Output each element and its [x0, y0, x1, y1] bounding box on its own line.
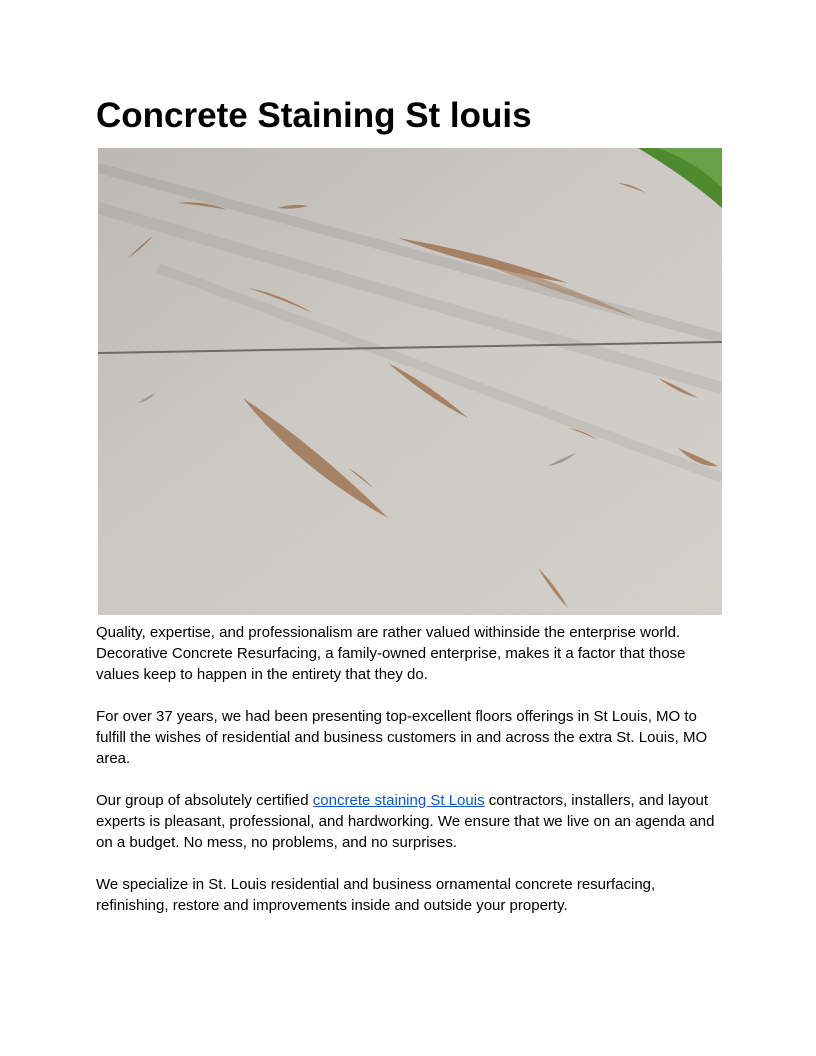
paragraph-intro: Quality, expertise, and professionalism are rather valued withinside the enterprise world. Decorative Concrete Resurfacing, a family-owned enterprise, makes it a factor that those values keep to happen in the entirety that they do.: [96, 624, 686, 683]
page-title: Concrete Staining St louis: [96, 96, 532, 135]
concrete-staining-link[interactable]: concrete staining St Louis: [312, 792, 485, 809]
paragraph-history: For over 37 years, we had been presenting top-excellent floors offerings in St Louis, MO to fulfill the wishes of residential and business customers in and across the extra St. Louis, MO area.: [96, 708, 708, 767]
concrete-texture: [98, 148, 722, 615]
concrete-photo-illustration: [98, 148, 722, 615]
paragraph-team-after: contractors, installers, and layout experts is pleasant, professional, and hardworking. We ensure that we live on an agenda and on a budget. No mess, no problems, and no surprises.: [96, 792, 715, 851]
concrete-photo: [98, 148, 722, 615]
paragraph-team-before: Our group of absolutely certified: [96, 792, 313, 809]
paragraph-specialize: We specialize in St. Louis residential and business ornamental concrete resurfacing, refinishing, restore and improvements inside and outside your property.: [96, 876, 656, 914]
paragraph-team: [96, 790, 726, 853]
